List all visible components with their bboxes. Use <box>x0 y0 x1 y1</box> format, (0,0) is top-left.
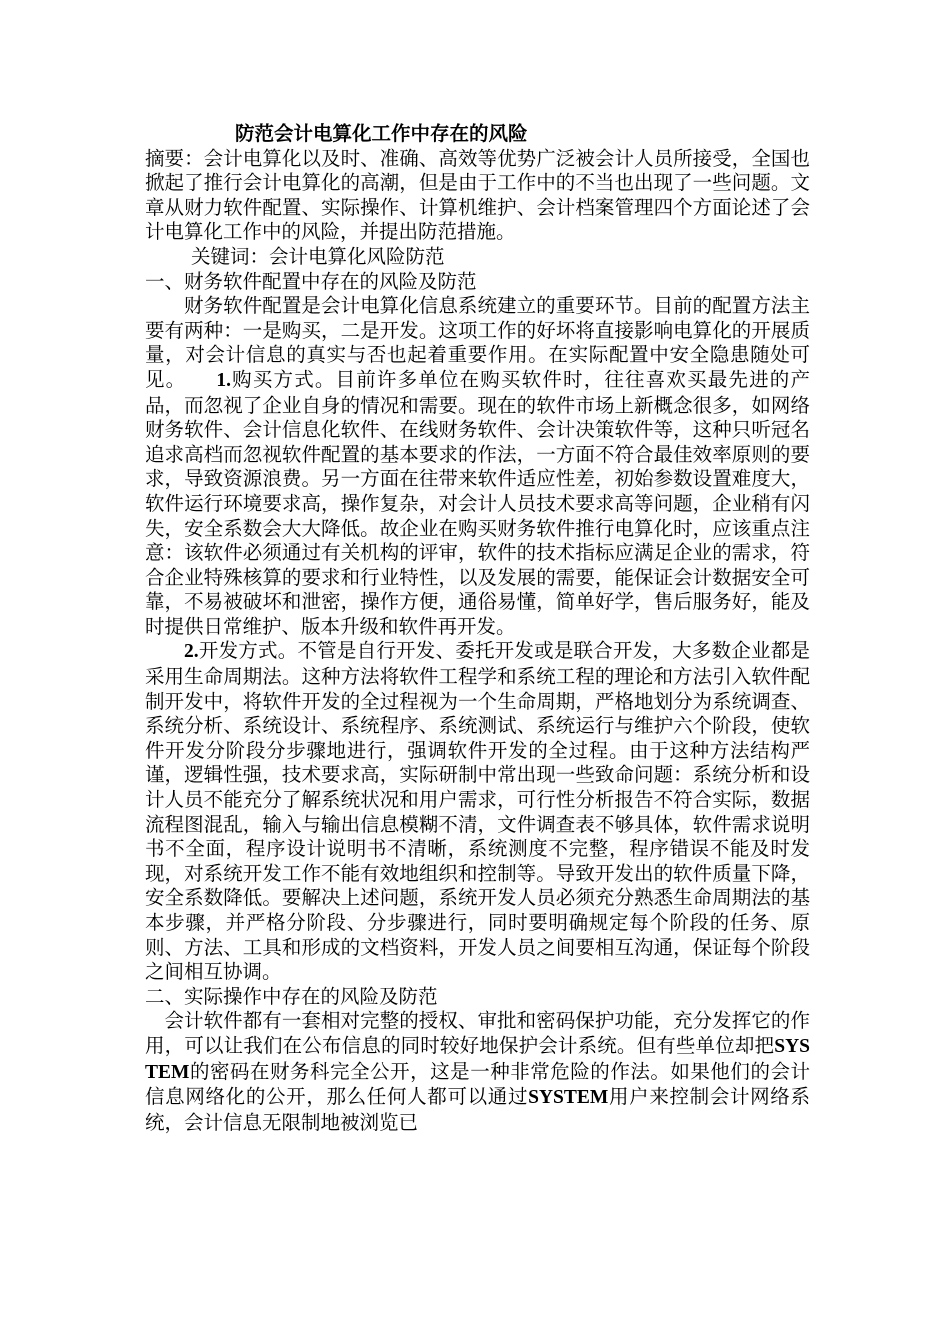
section-2-paragraph-1-part-a: 会计软件都有一套相对完整的授权、审批和密码保护功能，充分发挥它的作用，可以让我们在公布信息的同时较好地保护会计系统。但有些单位却把 <box>145 1009 810 1057</box>
document-title: 防范会计电算化工作中存在的风险 <box>235 122 528 145</box>
section-1-paragraph-1 <box>145 294 810 639</box>
section-2-paragraph-1-part-c: 用户来控制会计网络系统，会计信息无限制地被浏览已 <box>145 1085 810 1134</box>
section-1-paragraph-2 <box>145 639 810 984</box>
section-2-paragraph-1 <box>145 1009 810 1135</box>
section-2-paragraph-1-part-b: 的密码在财务科完全公开，这是一种非常危险的作法。如果他们的会计信息网络化的公开，那么任何人都可以通过 <box>145 1059 810 1109</box>
section-1-paragraph-1-text: 财务软件配置是会计电算化信息系统建立的重要环节。目前的配置方法主要有两种：一是购买，二是开发。这项工作的好坏将直接影响电算化的开展质量，对会计信息的真实与否也起着重要作用。在实际配置中安全隐患随处可见。 <box>145 294 810 391</box>
item-number-1: 1. <box>216 369 231 391</box>
section-1-heading: 一、财务软件配置中存在的风险及防范 <box>145 269 477 293</box>
item-number-2: 2. <box>184 641 199 663</box>
abstract-paragraph: 摘要：会计电算化以及时、准确、高效等优势广泛被会计人员所接受，全国也掀起了推行会计电算化的高潮，但是由于工作中的不当也出现了一些问题。文章从财力软件配置、实际操作、计算机维护、会计档案管理四个方面论述了会计电算化工作中的风险，并提出防范措施。 <box>145 146 810 244</box>
section-2-heading: 二、实际操作中存在的风险及防范 <box>145 984 438 1008</box>
section-1-paragraph-2-text: 开发方式。不管是自行开发、委托开发或是联合开发，大多数企业都是采用生命周期法。这种方法将软件工程学和系统工程的理论和方法引入软件配制开发中，将软件开发的全过程视为一个生命周期，严格地划分为系统调查、系统分析、系统设计、系统程序、系统测试、系统运行与维护六个阶段，使软件开发分阶段分步骤地进行，强调软件开发的全过程。由于这种方法结构严谨，逻辑性强，技术要求高，实际研制中常出现一些致命问题：系统分析和设计人员不能充分了解系统状况和用户需求，可行性分析报告不符合实际，数据流程图混乱，输入与输出信息模糊不清，文件调查表不够具体，软件需求说明书不全面，程序设计说明书不清晰，系统测度不完整，程序错误不能及时发现，对系统开发工作不能有效地组织和控制等。导致开发出的软件质量下降，安全系数降低。要解决上述问题，系统开发人员必须充分熟悉生命周期法的基本步骤，并严格分阶段、分步骤进行，同时要明确规定每个阶段的任务、原则、方法、工具和形成的文档资料，开发人员之间要相互沟通，保证每个阶段之间相互协调。 <box>145 639 810 984</box>
document-page <box>145 122 810 1135</box>
section-1-paragraph-1-rest: 购买方式。目前许多单位在购买软件时，往往喜欢买最先进的产品，而忽视了企业自身的情况和需要。现在的软件市场上新概念很多，如网络财务软件、会计信息化软件、在线财务软件、会计决策软件等，这种只听冠名追求高档而忽视软件配置的基本要求的作法，一方面不符合最佳效率原则的要求，导致资源浪费。另一方面在往带来软件适应性差，初始参数设置难度大，软件运行环境要求高，操作复杂，对会计人员技术要求高等问题，企业稍有闪失，安全系数会大大降低。故企业在购买财务软件推行电算化时，应该重点注意：该软件必须通过有关机构的评审，软件的技术指标应满足企业的需求，符合企业特殊核算的要求和行业特性，以及发展的需要，能保证会计数据安全可靠，不易被破坏和泄密，操作方便，通俗易懂，简单好学，售后服务好，能及时提供日常维护、版本升级和软件再开发。 <box>145 367 810 638</box>
system-keyword-2: SYSTEM <box>528 1087 609 1109</box>
keywords-line: 关键词：会计电算化风险防范 <box>191 244 445 268</box>
system-keyword-1: SYSTEM <box>145 1035 810 1083</box>
